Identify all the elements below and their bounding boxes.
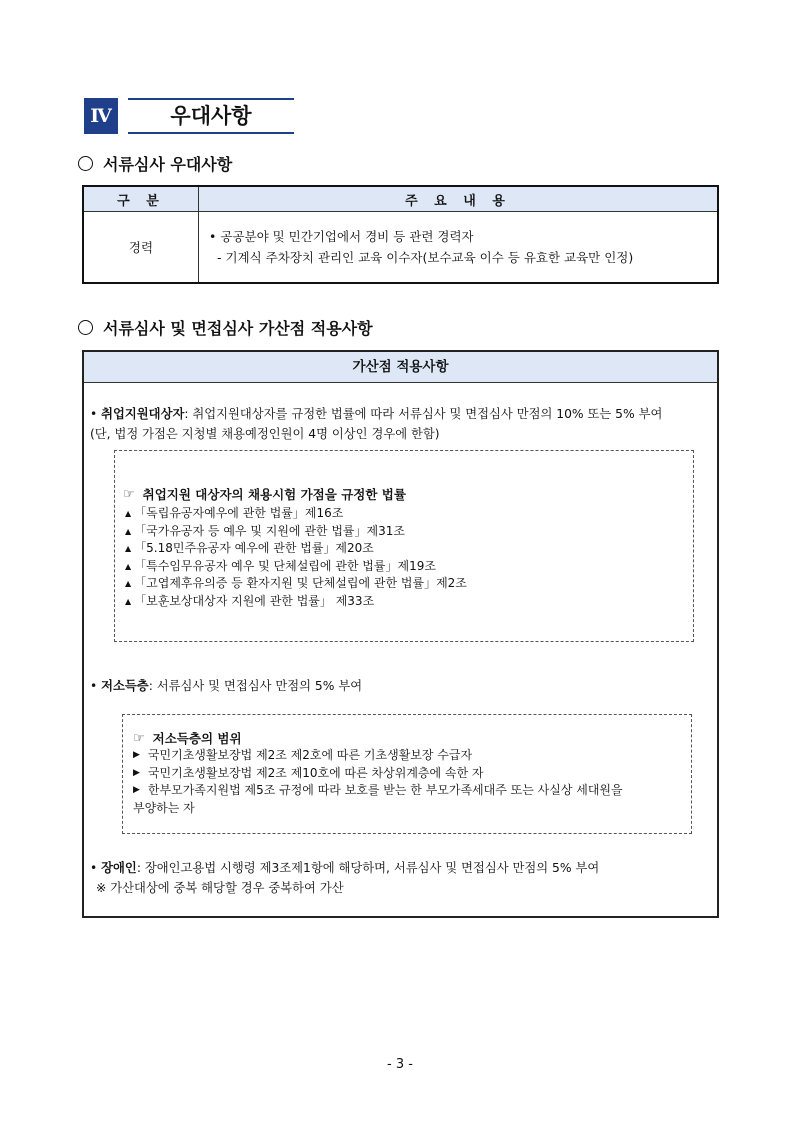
list-item: ▶ 국민기초생활보장법 제2조 제2호에 따른 기초생활보장 수급자: [133, 747, 685, 765]
list-item: ▶ 한부모가족지원법 제5조 규정에 따라 보호를 받는 한 부모가족세대주 또는 사실상 세대원을: [133, 782, 685, 800]
list-item: ▲ 「독립유공자예우에 관한 법률」제16조: [125, 505, 467, 523]
row-content: • 공공분야 및 민간기업에서 경비 등 관련 경력자 - 기계식 주차장치 관리인 교육 이수자(보수교육 이수 등 유효한 교육만 인정): [199, 212, 719, 284]
list-item: ▲ 「특수임무유공자 예우 및 단체설립에 관한 법률」제19조: [125, 558, 467, 576]
doc-preference-heading: 서류심사 우대사항: [78, 152, 232, 175]
low-income-label: 저소득층: [101, 679, 149, 693]
list-item: ▲ 「국가유공자 등 예우 및 지원에 관한 법률」제31조: [125, 523, 467, 541]
arrow-bullet-icon: ▶: [133, 767, 140, 778]
section-title: 우대사항: [128, 98, 294, 134]
pointing-hand-icon: ☞: [123, 486, 135, 502]
disabled-paragraph: • 장애인: 장애인고용법 시행령 제3조제1항에 해당하며, 서류심사 및 면접심사 만점의 5% 부여 ※ 가산대상에 중복 해당할 경우 중복하여 가산: [90, 858, 599, 898]
employment-label: 취업지원대상자: [101, 407, 185, 421]
preference-table: [82, 185, 719, 284]
section-header: [84, 98, 294, 134]
bonus-box: [82, 350, 719, 918]
list-item-continued: 부양하는 자: [133, 800, 195, 815]
list-item: ▲ 「보훈보상대상자 지원에 관한 법률」 제33조: [125, 593, 467, 611]
table-header-content: 주 요 내 용: [199, 186, 719, 212]
bonus-box-title: 가산점 적용사항: [84, 352, 717, 383]
triangle-bullet-icon: ▲: [125, 561, 132, 571]
bonus-heading: 서류심사 및 면접심사 가산점 적용사항: [78, 316, 373, 339]
triangle-bullet-icon: ▲: [125, 526, 132, 536]
law-box-title: ☞ 취업지원 대상자의 채용시험 가점을 규정한 법률: [123, 486, 406, 502]
disabled-label: 장애인: [101, 861, 137, 875]
circle-bullet-icon: [78, 156, 93, 171]
employment-paragraph: • 취업지원대상자: 취업지원대상자를 규정한 법률에 따라 서류심사 및 면접심사 만점의 10% 또는 5% 부여 (단, 법정 가점은 지청별 채용예정인원이 4명 이상인 경우에 한함): [90, 404, 662, 444]
triangle-bullet-icon: ▲: [125, 596, 132, 606]
low-income-box-title: ☞ 저소득층의 범위: [133, 730, 242, 746]
list-item: ▲ 「고엽제후유의증 등 환자지원 및 단체설립에 관한 법률」제2조: [125, 575, 467, 593]
triangle-bullet-icon: ▲: [125, 509, 132, 518]
arrow-bullet-icon: ▶: [133, 785, 140, 795]
arrow-bullet-icon: ▶: [133, 750, 140, 760]
table-row: [83, 212, 718, 284]
law-box: [114, 450, 694, 642]
employment-note: (단, 법정 가점은 지청별 채용예정인원이 4명 이상인 경우에 한함): [90, 427, 440, 441]
low-income-box: [122, 714, 692, 834]
footnote: ※ 가산대상에 중복 해당할 경우 중복하여 가산: [96, 881, 344, 895]
pointing-hand-icon: ☞: [133, 730, 145, 746]
row-label: 경력: [83, 212, 199, 284]
section-number: Ⅳ: [84, 98, 118, 134]
low-income-paragraph: • 저소득층: 서류심사 및 면접심사 만점의 5% 부여: [90, 679, 363, 693]
triangle-bullet-icon: ▲: [125, 544, 132, 553]
circle-bullet-icon: [78, 320, 93, 335]
list-item: ▲ 「5.18민주유공자 예우에 관한 법률」제20조: [125, 540, 467, 558]
list-item: ▶ 국민기초생활보장법 제2조 제10호에 따른 차상위계층에 속한 자: [133, 765, 685, 783]
table-header-category: 구 분: [83, 186, 199, 212]
page-number: - 3 -: [387, 1057, 413, 1072]
triangle-bullet-icon: ▲: [125, 579, 132, 588]
